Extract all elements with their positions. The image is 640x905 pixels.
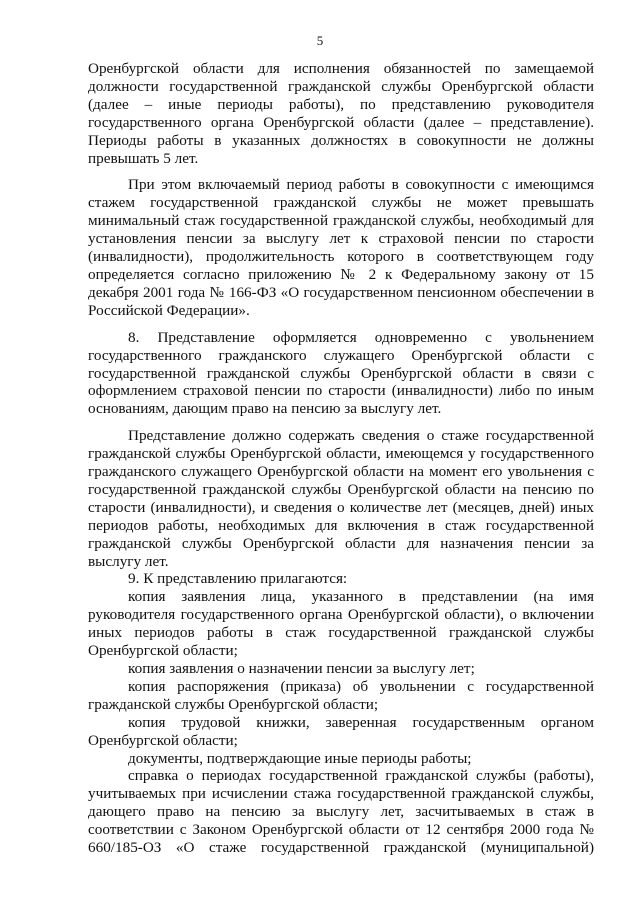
list-item-application-copy: копия заявления лица, указанного в представлении (на имя руководителя государственного органа Оренбургской области), о включении иных периодов работы в стаж государственной гражданской службы Оренбургской области;: [88, 588, 594, 660]
paragraph-minimum-service: При этом включаемый период работы в совокупности с имеющимся стажем государственной гражданской службы не может превышать минимальный стаж государственной гражданской службы, необходимый для установления пенсии за выслугу лет к страховой пенсии по старости (инвалидности), продолжительность которого в соответствующем году определяется согласно приложению № 2 к Федеральному закону от 15 декабря 2001 года № 166-ФЗ «О государственном пенсионном обеспечении в Российской Федерации».: [88, 176, 594, 319]
list-item-pension-application-copy: копия заявления о назначении пенсии за выслугу лет;: [128, 660, 475, 677]
page-number: 5: [316, 33, 324, 48]
document-body: [88, 60, 594, 857]
paragraph-item-8: 8. Представление оформляется одновременно с увольнением государственного гражданского служащего Оренбургской области с государственной гражданской службы Оренбургской области в связи с оформлением страховой пенсии по старости (инвалидности) либо по иным основаниям, дающим право на пенсию за выслугу лет.: [88, 328, 594, 418]
list-item-work-book-copy: копия трудовой книжки, заверенная государственным органом Оренбургской области;: [88, 713, 594, 749]
list-item-documents-other-periods: документы, подтверждающие иные периоды работы;: [128, 749, 472, 767]
paragraph-item-9: 9. К представлению прилагаются:: [128, 570, 348, 588]
list-item-service-certificate: справка о периодах государственной гражданской службы (работы), учитываемых при исчислении стажа государственной гражданской службы, дающего право на пенсию за выслугу лет, засчитываемых в стаж в соответствии с Законом Оренбургской области от 12 сентября 2000 года № 660/185-ОЗ «О стаже государственной гражданской (муниципальной): [88, 767, 594, 857]
paragraph-representation-content: Представление должно содержать сведения о стаже государственной гражданской службы Оренбургской области, имеющемся у государственного гражданского служащего Оренбургской области на момент его увольнения с государственной гражданской службы Оренбургской области на пенсию по старости (инвалидности), и сведения о количестве лет (месяцев, дней) иных периодов работы, необходимых для включения в стаж государственной гражданской службы Оренбургской области для назначения пенсии за выслугу лет.: [88, 427, 594, 570]
list-item-dismissal-order-copy: копия распоряжения (приказа) об увольнении с государственной гражданской службы Оренбургской области;: [88, 677, 594, 713]
paragraph-periods-of-work: Оренбургской области для исполнения обязанностей по замещаемой должности государственной гражданской службы Оренбургской области (далее – иные периоды работы), по представлению руководителя государственного органа Оренбургской области (далее – представление). Периоды работы в указанных должностях в совокупности не должны превышать 5 лет.: [88, 60, 594, 167]
